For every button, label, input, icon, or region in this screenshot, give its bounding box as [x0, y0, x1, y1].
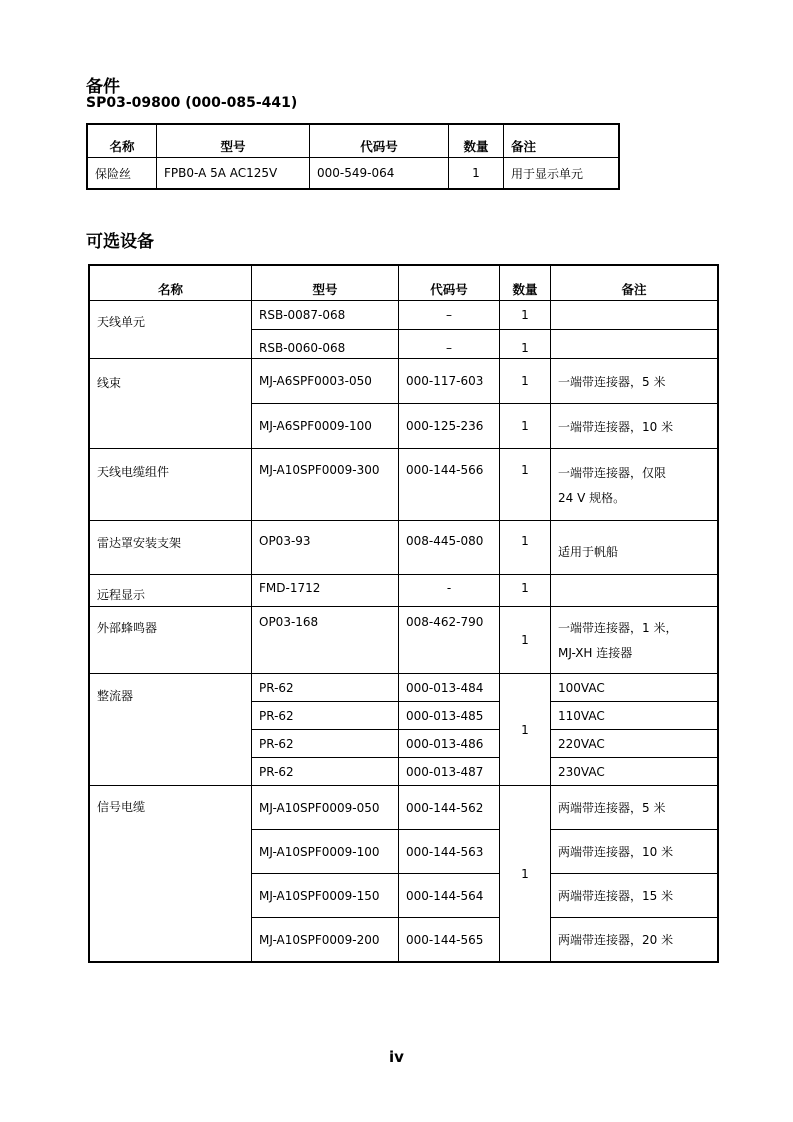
header-name: 名称 — [87, 124, 157, 158]
cell-qty: 1 — [500, 786, 551, 963]
cell-remark — [551, 575, 719, 607]
remark-line-2: 24 V 规格。 — [558, 491, 626, 505]
cell-code: 000-117-603 — [399, 359, 500, 404]
cell-name: 线束 — [89, 359, 252, 449]
header-model: 型号 — [252, 265, 399, 301]
cell-qty: 1 — [500, 449, 551, 521]
cell-code: 000-013-486 — [399, 730, 500, 758]
cell-qty: 1 — [500, 301, 551, 330]
cell-qty: 1 — [500, 330, 551, 359]
table-header-row — [89, 265, 718, 301]
cell-code: 000-125-236 — [399, 404, 500, 449]
spare-parts-subtitle: SP03-09800 (000-085-441) — [86, 95, 298, 111]
cell-code: 000-013-484 — [399, 674, 500, 702]
page-number: iv — [389, 1048, 404, 1066]
cell-code: 000-144-565 — [399, 918, 500, 963]
cell-qty: 1 — [500, 674, 551, 786]
cell-remark — [551, 301, 719, 330]
cell-name: 整流器 — [89, 674, 252, 786]
cell-model: PR-62 — [252, 702, 399, 730]
remark-line-2: MJ-XH 连接器 — [558, 646, 633, 660]
cell-code: 000-144-564 — [399, 874, 500, 918]
cell-name: 天线单元 — [89, 301, 252, 359]
table-row — [89, 607, 718, 674]
cell-code: – — [399, 301, 500, 330]
cell-remark: 两端带连接器，10 米 — [551, 830, 719, 874]
cell-model: MJ-A6SPF0009-100 — [252, 404, 399, 449]
cell-name: 信号电缆 — [89, 786, 252, 963]
cell-qty: 1 — [500, 575, 551, 607]
cell-remark: 用于显示单元 — [504, 158, 620, 190]
cell-code: 008-445-080 — [399, 521, 500, 575]
cell-model: MJ-A10SPF0009-050 — [252, 786, 399, 830]
cell-code: 008-462-790 — [399, 607, 500, 674]
cell-code: 000-144-566 — [399, 449, 500, 521]
spare-parts-table — [86, 123, 620, 190]
remark-line-1: 一端带连接器，仅限 — [558, 466, 667, 480]
cell-remark: 220VAC — [551, 730, 719, 758]
cell-code: – — [399, 330, 500, 359]
cell-qty: 1 — [500, 404, 551, 449]
cell-remark: 110VAC — [551, 702, 719, 730]
cell-remark: 两端带连接器，15 米 — [551, 874, 719, 918]
cell-code: - — [399, 575, 500, 607]
cell-model: FMD-1712 — [252, 575, 399, 607]
cell-model: PR-62 — [252, 730, 399, 758]
header-name: 名称 — [89, 265, 252, 301]
cell-model: FPB0-A 5A AC125V — [157, 158, 310, 190]
table-row — [89, 575, 718, 607]
table-row — [89, 521, 718, 575]
cell-qty: 1 — [500, 521, 551, 575]
cell-remark: 适用于帆船 — [551, 521, 719, 575]
cell-code: 000-013-485 — [399, 702, 500, 730]
cell-remark: 100VAC — [551, 674, 719, 702]
cell-code: 000-013-487 — [399, 758, 500, 786]
cell-remark — [551, 607, 719, 674]
cell-code: 000-144-563 — [399, 830, 500, 874]
remark-line-1: 一端带连接器，1 米， — [558, 621, 678, 635]
header-model: 型号 — [157, 124, 310, 158]
cell-qty: 1 — [449, 158, 504, 190]
cell-name: 雷达罩安装支架 — [89, 521, 252, 575]
cell-model: OP03-168 — [252, 607, 399, 674]
table-row — [89, 449, 718, 521]
cell-model: PR-62 — [252, 758, 399, 786]
optional-equipment-title: 可选设备 — [86, 232, 154, 252]
table-row — [89, 359, 718, 404]
cell-code: 000-549-064 — [310, 158, 449, 190]
cell-model: PR-62 — [252, 674, 399, 702]
cell-name: 外部蜂鸣器 — [89, 607, 252, 674]
cell-remark — [551, 449, 719, 521]
cell-model: MJ-A10SPF0009-100 — [252, 830, 399, 874]
table-row — [89, 786, 718, 830]
cell-name: 保险丝 — [87, 158, 157, 190]
cell-remark — [551, 330, 719, 359]
header-code: 代码号 — [399, 265, 500, 301]
cell-name: 天线电缆组件 — [89, 449, 252, 521]
table-row — [87, 158, 619, 190]
spare-parts-title: 备件 — [86, 77, 120, 97]
header-code: 代码号 — [310, 124, 449, 158]
cell-qty: 1 — [500, 359, 551, 404]
cell-model: MJ-A10SPF0009-200 — [252, 918, 399, 963]
table-row — [89, 674, 718, 702]
table-row — [89, 301, 718, 330]
table-header-row — [87, 124, 619, 158]
header-qty: 数量 — [500, 265, 551, 301]
cell-model: RSB-0087-068 — [252, 301, 399, 330]
cell-model: MJ-A10SPF0009-300 — [252, 449, 399, 521]
cell-code: 000-144-562 — [399, 786, 500, 830]
cell-remark: 两端带连接器，20 米 — [551, 918, 719, 963]
cell-model: RSB-0060-068 — [252, 330, 399, 359]
cell-qty: 1 — [500, 607, 551, 674]
cell-remark: 230VAC — [551, 758, 719, 786]
cell-model: MJ-A10SPF0009-150 — [252, 874, 399, 918]
header-qty: 数量 — [449, 124, 504, 158]
cell-name: 远程显示 — [89, 575, 252, 607]
header-remark: 备注 — [551, 265, 719, 301]
cell-remark: 一端带连接器，10 米 — [551, 404, 719, 449]
header-remark: 备注 — [504, 124, 620, 158]
cell-model: MJ-A6SPF0003-050 — [252, 359, 399, 404]
cell-remark: 两端带连接器，5 米 — [551, 786, 719, 830]
optional-equipment-table — [88, 264, 719, 963]
cell-model: OP03-93 — [252, 521, 399, 575]
cell-remark: 一端带连接器，5 米 — [551, 359, 719, 404]
